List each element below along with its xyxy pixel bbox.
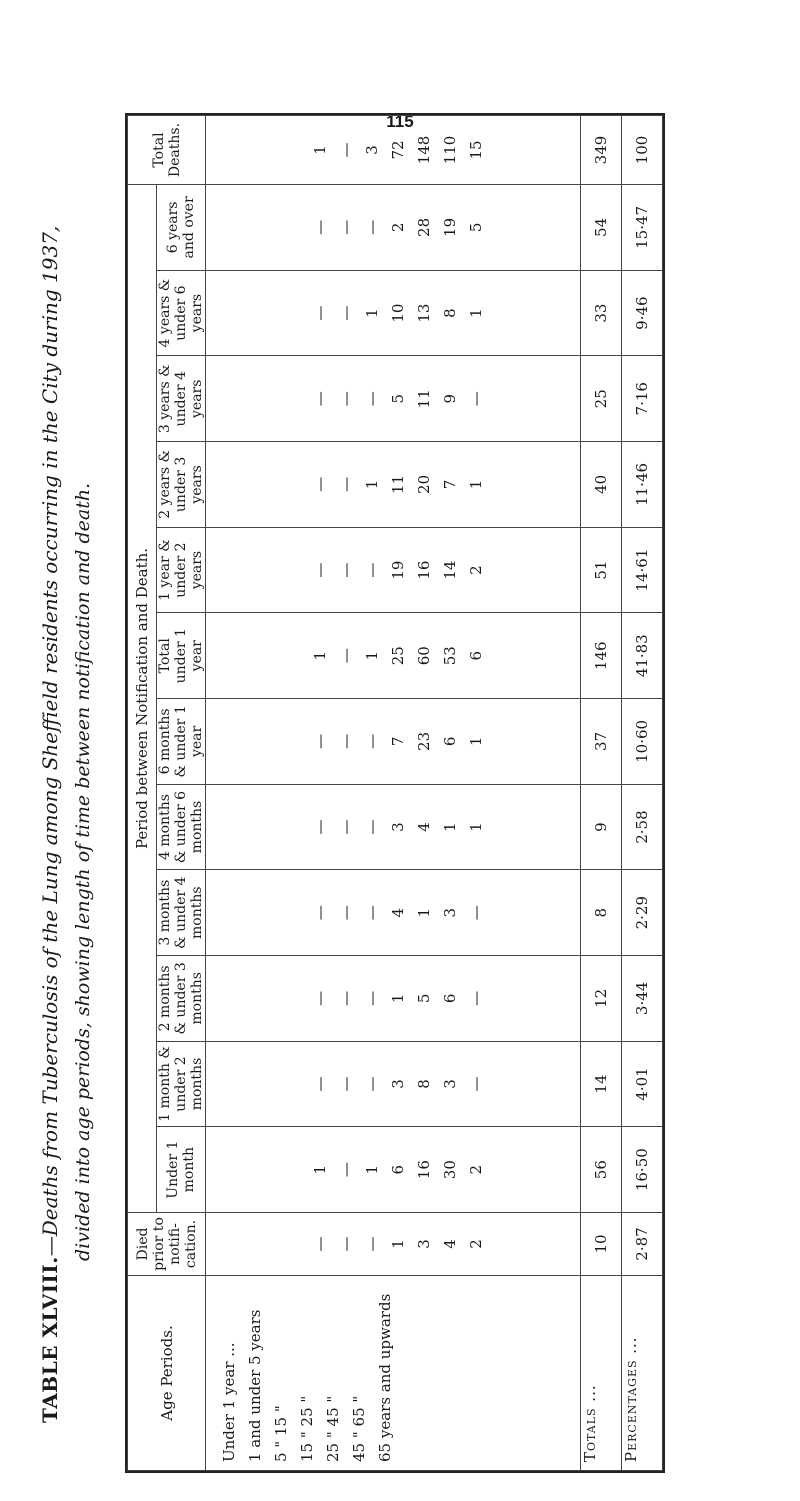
table-cell: 4 xyxy=(441,1239,459,1249)
table-title-line2: divided into age periods, showing length of time between notification and death. xyxy=(72,482,94,1261)
percentage-cell: 14·61 xyxy=(622,527,663,613)
table-cell: — xyxy=(337,1236,355,1252)
totals-cell: 146 xyxy=(581,613,622,699)
data-column xyxy=(206,442,581,528)
data-column xyxy=(206,956,581,1042)
table-cell: — xyxy=(337,905,355,921)
data-column xyxy=(206,1127,581,1213)
table-cell: 72 xyxy=(389,140,407,160)
data-column xyxy=(206,1041,581,1127)
table-cell: — xyxy=(337,476,355,492)
table-cell: — xyxy=(363,391,381,407)
table-cell: 8 xyxy=(415,1079,433,1089)
totals-died: 10 xyxy=(581,1213,622,1276)
table-cell: — xyxy=(311,562,329,578)
data-column xyxy=(206,356,581,442)
table-cell: 8 xyxy=(441,308,459,318)
table-cell: 6 xyxy=(467,650,485,661)
table-cell: 110 xyxy=(441,135,459,165)
table-label: TABLE XLVIII. xyxy=(38,1256,62,1423)
age-row-label: 65 years and upwards xyxy=(376,1293,394,1462)
table-cell: 3 xyxy=(389,822,407,832)
table-caption xyxy=(38,43,62,1423)
table-cell: — xyxy=(337,819,355,835)
table-cell: — xyxy=(363,219,381,235)
table-cell: 25 xyxy=(389,646,407,666)
table-cell: 13 xyxy=(415,303,433,323)
totals-cell: 25 xyxy=(581,356,622,442)
tuberculosis-table xyxy=(125,113,665,1473)
totals-cell: 12 xyxy=(581,956,622,1042)
table-cell: 23 xyxy=(415,731,433,751)
table-cell: 2 xyxy=(467,1164,485,1175)
table-cell: 4 xyxy=(415,822,433,832)
table-cell: — xyxy=(363,733,381,749)
column-header: 1 year & under 2 years xyxy=(157,527,206,613)
table-cell: 1 xyxy=(311,1164,329,1175)
table-cell: — xyxy=(363,819,381,835)
age-row-label: 45 " 65 " xyxy=(350,1395,368,1462)
table-cell: 19 xyxy=(441,217,459,237)
percentage-cell: 16·50 xyxy=(622,1127,663,1213)
percentage-cell: 7·16 xyxy=(622,356,663,442)
total-deaths-header: Total Deaths. xyxy=(128,116,206,185)
table-cell: — xyxy=(363,905,381,921)
table-cell: 3 xyxy=(441,907,459,918)
data-column xyxy=(206,613,581,699)
table-cell: 7 xyxy=(441,479,459,490)
table-cell: 11 xyxy=(415,389,433,409)
table-cell: — xyxy=(337,391,355,407)
column-header: 2 years & under 3 years xyxy=(157,442,206,528)
age-row-label: 15 " 25 " xyxy=(298,1395,316,1462)
percentage-cell: 15·47 xyxy=(622,185,663,271)
table-cell: — xyxy=(363,1236,381,1252)
table-cell: 6 xyxy=(441,993,459,1004)
table-cell: — xyxy=(363,562,381,578)
table-cell: 148 xyxy=(415,135,433,165)
totals-row xyxy=(581,116,622,1471)
percentage-cell: 2·58 xyxy=(622,784,663,870)
table-cell: 1 xyxy=(467,736,485,747)
table-cell: — xyxy=(467,1076,485,1092)
table-cell: 5 xyxy=(389,394,407,404)
totals-cell: 37 xyxy=(581,699,622,785)
percentage-cell: 41·83 xyxy=(622,613,663,699)
table-cell: 4 xyxy=(389,907,407,918)
table-cell: — xyxy=(467,990,485,1006)
table-cell: 1 xyxy=(467,479,485,490)
column-header: Total under 1 year xyxy=(157,613,206,699)
table-cell: 30 xyxy=(441,1160,459,1180)
table-cell: — xyxy=(311,819,329,835)
totals-cell: 8 xyxy=(581,870,622,956)
table-cell: 16 xyxy=(415,1160,433,1180)
table-cell: 11 xyxy=(389,474,407,494)
table-cell: 53 xyxy=(441,646,459,666)
table-cell: 1 xyxy=(363,308,381,318)
percentages-label: Percentages ... xyxy=(622,1276,663,1471)
table-cell: — xyxy=(311,305,329,321)
table-cell: — xyxy=(337,990,355,1006)
table-cell: 9 xyxy=(441,394,459,404)
table-cell: 2 xyxy=(389,222,407,233)
percentages-row xyxy=(622,116,663,1471)
table-title-line1: —Deaths from Tuberculosis of the Lung among Sheffield residents occurring in the City during 1937, xyxy=(38,225,62,1257)
data-column xyxy=(206,270,581,356)
age-periods-header: Age Periods. xyxy=(128,1276,206,1471)
table-cell: — xyxy=(311,219,329,235)
percentage-cell: 11·46 xyxy=(622,442,663,528)
table-cell: 3 xyxy=(441,1079,459,1089)
percentage-cell: 2·29 xyxy=(622,870,663,956)
table-cell: 2 xyxy=(467,1239,485,1249)
table-cell: 1 xyxy=(389,993,407,1004)
table-cell: 1 xyxy=(467,822,485,832)
table-cell: 28 xyxy=(415,217,433,237)
period-group-header: Period between Notification and Death. xyxy=(128,185,157,1213)
table-cell: — xyxy=(311,733,329,749)
column-header: 1 month & under 2 months xyxy=(157,1041,206,1127)
percentage-cell: 9·46 xyxy=(622,270,663,356)
column-header: 2 months & under 3 months xyxy=(157,956,206,1042)
table-cell: 5 xyxy=(415,993,433,1004)
data-column xyxy=(206,699,581,785)
table-caption-line2 xyxy=(72,0,94,1261)
table-cell: — xyxy=(311,1236,329,1252)
age-row-label: Under 1 year ... xyxy=(220,1342,238,1462)
column-header: 6 months & under 1 year xyxy=(157,699,206,785)
age-periods-cell xyxy=(206,1276,581,1471)
data-column xyxy=(206,1213,581,1276)
percentages-died: 2·87 xyxy=(622,1213,663,1276)
table-cell: — xyxy=(467,391,485,407)
table-cell: 7 xyxy=(389,736,407,747)
table-cell: 14 xyxy=(441,560,459,580)
table-cell: — xyxy=(337,1162,355,1178)
age-data-block xyxy=(206,116,581,1471)
totals-cell: 56 xyxy=(581,1127,622,1213)
column-header: 4 years & under 6 years xyxy=(157,270,206,356)
percentages-total: 100 xyxy=(622,116,663,185)
table-cell: 60 xyxy=(415,646,433,666)
table-cell: — xyxy=(337,219,355,235)
table-cell: — xyxy=(311,1076,329,1092)
table-cell: — xyxy=(311,990,329,1006)
totals-cell: 54 xyxy=(581,185,622,271)
table-cell: 5 xyxy=(467,222,485,233)
table-cell: 10 xyxy=(389,303,407,323)
table-cell: 6 xyxy=(389,1164,407,1175)
percentage-cell: 4·01 xyxy=(622,1041,663,1127)
column-header: 3 years & under 4 years xyxy=(157,356,206,442)
table-cell: — xyxy=(311,905,329,921)
percentage-cell: 3·44 xyxy=(622,956,663,1042)
table-cell: 1 xyxy=(363,650,381,661)
table-cell: — xyxy=(311,476,329,492)
totals-label: Totals ... xyxy=(581,1276,622,1471)
table-cell: 1 xyxy=(311,145,329,155)
column-header: Under 1 month xyxy=(157,1127,206,1213)
totals-cell: 9 xyxy=(581,784,622,870)
table-cell: 2 xyxy=(467,565,485,575)
table-cell: 3 xyxy=(415,1239,433,1249)
data-column xyxy=(206,527,581,613)
data-column xyxy=(206,870,581,956)
table-cell: 6 xyxy=(441,736,459,747)
table-cell: — xyxy=(337,305,355,321)
table-cell: 1 xyxy=(415,907,433,918)
table-cell: 1 xyxy=(311,650,329,661)
column-header: 6 years and over xyxy=(157,185,206,271)
table-cell: — xyxy=(467,905,485,921)
table-cell: — xyxy=(337,648,355,664)
table-cell: — xyxy=(363,990,381,1006)
column-header: 3 months & under 4 months xyxy=(157,870,206,956)
table-cell: 20 xyxy=(415,474,433,494)
data-column xyxy=(206,784,581,870)
totals-cell: 14 xyxy=(581,1041,622,1127)
totals-total: 349 xyxy=(581,116,622,185)
column-header: 4 months & under 6 months xyxy=(157,784,206,870)
table-cell: 1 xyxy=(363,479,381,490)
died-prior-header: Died prior to notifi-cation. xyxy=(128,1213,206,1276)
table-cell: 1 xyxy=(467,308,485,318)
percentage-cell: 10·60 xyxy=(622,699,663,785)
age-row-label: 5 " 15 " xyxy=(272,1405,290,1462)
table-cell: 3 xyxy=(389,1079,407,1089)
table-cell: — xyxy=(337,733,355,749)
table-cell: 19 xyxy=(389,560,407,580)
data-column xyxy=(206,116,581,185)
table-cell: 3 xyxy=(363,145,381,155)
totals-cell: 40 xyxy=(581,442,622,528)
table-cell: — xyxy=(337,562,355,578)
table-cell: 1 xyxy=(441,822,459,832)
age-row-label: 25 " 45 " xyxy=(324,1395,342,1462)
table-cell: — xyxy=(311,391,329,407)
totals-cell: 51 xyxy=(581,527,622,613)
age-row-label: 1 and under 5 years xyxy=(246,1309,264,1462)
table-cell: 1 xyxy=(363,1164,381,1175)
table-cell: — xyxy=(337,142,355,158)
totals-cell: 33 xyxy=(581,270,622,356)
table-cell: — xyxy=(337,1076,355,1092)
page-number: 115 xyxy=(386,112,414,131)
table-cell: 15 xyxy=(467,140,485,160)
table-cell: 16 xyxy=(415,560,433,580)
table-cell: — xyxy=(363,1076,381,1092)
data-column xyxy=(206,185,581,271)
table-cell: 1 xyxy=(389,1239,407,1249)
